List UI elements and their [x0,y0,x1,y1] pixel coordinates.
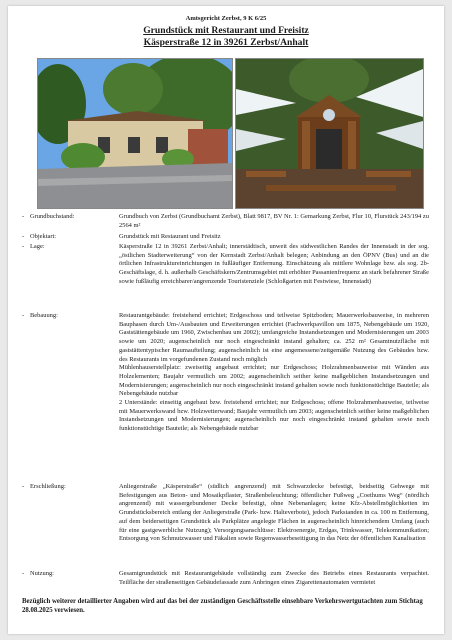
row-label: Grundbuchstand: [30,213,75,220]
document-address: Käsperstraße 12 in 39261 Zerbst/Anhalt [143,37,309,48]
row-paragraph: Gesamtgrundstück mit Restaurantgebäude vollständig zum Zwecke des Betriebs eines Restaurants verpachtet. Teilfläche der straßenseitigen Gebäudefassade zum Anbringen eines Zigarettenautomaten vermietet [119,570,429,586]
row-paragraph: Käsperstraße 12 in 39261 Zerbst/Anhalt; innerstädtisch, unweit des südwestlichen Randes der Innenstadt in der sog. „östlichen Stadterweiterung“ von der Kernstadt Zerbst/Anhalt belegen; Anbindung an den ÖPNV (Bus) und an die örtlichen Infrastruktureinrichtungen in fußläufiger Entfernung. Einschätzung als mittlere Wohnlage bzw. als sog. 2b-Geschäftslage, d. h. außerhalb Geschäftskern/Zentrumsgebiet mit erhöhter Passantenfrequenz an stark befahrener Straße sowie fußläufig erreichbarer/angrenzende Touristenziele (Schloßgarten mit Festwiese, Innenstadt) [119,243,429,285]
building-photo [37,58,233,209]
row-paragraph: Anliegerstraße „Käsperstraße“ (südlich angrenzend) mit Schwarzdecke befestigt, beidseitig Gehwege mit Befestigungen aus Beton- und Mosaikpflaster, Straßenbeleuchtung; öffentlicher Fußweg „Coethums Weg“ (nördlich angrenzend) mit wassergebundener Decke befestigt, ohne Nebenanlagen; keine Kfz-Abstellmöglichkeiten im Grundstücksbereich entlang der Anliegerstraße (Park- bzw. Halteverbote), jedoch Parkstanden in ca. 100 m Entfernung, auf dem beiderseitigen Grundstück als Parkplätze angelegte Flächen in augenscheinlich hinreichendem Umfang (auch für eine gastgewerbliche Nutzung); Versorgungsanschlüsse: Elektroenergie, Erdgas, Trinkwasser, Telekommunikation; Entsorgung von Schmutzwasser und Fäkalien sowie Regenwasserbeseitigung in das Netz der öffentlichen Kanalisation [119,483,429,543]
row-value [119,233,429,242]
row-value [119,243,429,287]
row-label: Erschließung: [30,483,66,490]
row-label: Nutzung: [30,570,54,577]
document-page [8,6,444,634]
beer-garden-photo-icon [236,59,423,208]
row-paragraph: Grundstück mit Restaurant und Freisitz [119,233,221,240]
row-label: Bebauung: [30,312,58,319]
beer-garden-photo [235,58,424,209]
footer-note: Bezüglich weiterer detaillierter Angaben wird auf das bei der zuständigen Geschäftsstelle einsehbare Verkehrswertgutachten zum Stichtag 28.08.2025 verwiesen. [22,598,423,614]
row-value [119,483,429,544]
document-title: Grundstück mit Restaurant und Freisitz [143,25,309,36]
row-bullet: - [22,213,25,220]
row-bullet: - [22,243,25,250]
row-bullet: - [22,312,25,319]
row-bullet: - [22,233,25,240]
court-reference: Amtsgericht Zerbst, 9 K 6/25 [185,15,267,22]
row-paragraph: Mühlenhauserstellplatz: zweiseitig angebaut errichtet; nur Erdgeschoss; Holzrahmenbauweise mit Wänden aus Holzelementen; Baujahr vermutlich um 2002; augenscheinlich seither keine maßgeblichen Instandsetzungen und Modernisierungen; augenscheinlich nur noch eingeschränkt instand gehalten sowie noch funktionstüchtige Bauteile; als Nebengebäude nutzbar [119,364,429,398]
building-photo-icon [38,59,232,208]
row-label: Lage: [30,243,45,250]
row-value [119,213,429,230]
row-value [119,570,429,587]
row-paragraph: Restaurantgebäude: freistehend errichtet; Erdgeschoss und teilweise Spitzboden; Mauerwerksbauweise, in mehreren Bauphasen durch Um-/Ausbauten und Erweiterungen errichtet (Fachwerkpavillon um 1875, Nebengebäude um 1920, Gaststättengebäude um 1960, Zwischenbau um 2002); umfangreiche Instandsetzungen und Modernisierungen um 2003 sowie um 2020; augenscheinlich nur noch eingeschränkt instand gehalten; ca. 252 m² Gesamtnutzfläche mit gaststättentypischer Raumaufteilung; augenscheinlich ist eine angemessene/zeitgemäße Nutzung des Gebäudes bzw. des Restaurants im vorgefundenen Zustand noch möglich [119,312,429,363]
row-paragraph: 2 Unterstände: einseitig angebaut bzw. freistehend errichtet; nur Erdgeschoss; offene Holzrahmenbauweise, teilweise mit Mauerwerkswand bzw. Holzwetterwand; Baujahr vermutlich um 2003; augenscheinlich seither keine maßgeblichen Instandsetzungen und Modernisierungen; augenscheinlich nur noch eingeschränkt instand gehalten sowie noch funktionstüchtige Bauteile; als Nebengebäude nutzbar [119,399,429,433]
row-paragraph: Grundbuch von Zerbst (Grundbuchamt Zerbst), Blatt 9817, BV Nr. 1: Gemarkung Zerbst, Flur 10, Flurstück 243/194 zu 2564 m² [119,213,429,229]
row-label: Objektart: [30,233,57,240]
row-value [119,312,429,434]
row-bullet: - [22,483,25,490]
row-bullet: - [22,570,25,577]
